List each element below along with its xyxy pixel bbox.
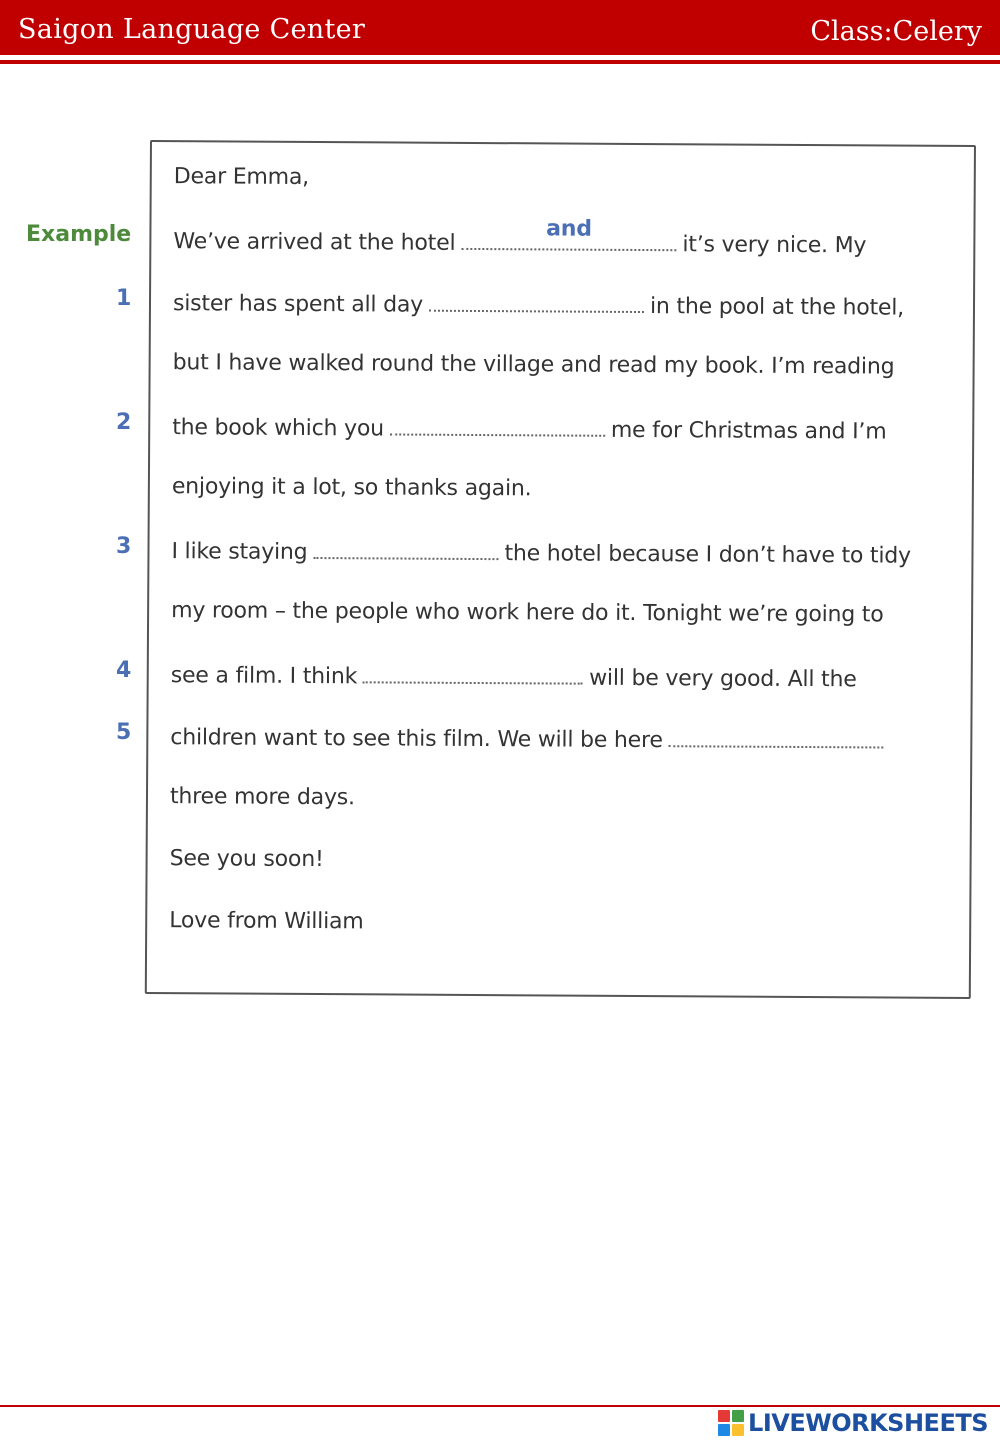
example-answer: and	[546, 216, 592, 242]
question-number-1: 1	[116, 286, 132, 311]
text-segment: the book which you	[172, 415, 384, 442]
logo-square	[732, 1424, 744, 1436]
footer-divider	[0, 1405, 1000, 1407]
liveworksheets-icon	[718, 1410, 744, 1436]
text-segment: will be very good. All the	[589, 665, 857, 693]
letter-line-example	[173, 216, 867, 259]
letter-line-3	[171, 536, 911, 569]
answer-blank-4[interactable]	[363, 661, 583, 684]
letter-line-3c: my room – the people who work here do it. Tonight we’re going to	[171, 598, 884, 628]
text-segment: see a film. I think	[170, 663, 358, 690]
letter-box	[145, 140, 976, 999]
example-blank	[461, 216, 676, 251]
letter-line-2c: enjoying it a lot, so thanks again.	[171, 474, 532, 502]
letter-line-4	[171, 660, 857, 692]
answer-blank-1[interactable]	[429, 290, 644, 313]
text-segment: I like staying	[171, 539, 308, 565]
letter-line-1	[173, 288, 904, 320]
liveworksheets-logo	[718, 1408, 988, 1438]
text-segment: the hotel because I don’t have to tidy	[504, 541, 911, 569]
letter-line-1c: but I have walked round the village and read my book. I’m reading	[172, 350, 895, 380]
answer-blank-3[interactable]	[313, 537, 498, 560]
question-number-3: 3	[116, 534, 132, 559]
text-segment: it’s very nice. My	[682, 232, 867, 259]
letter-line-5c: three more days.	[169, 784, 355, 811]
logo-square	[732, 1410, 744, 1422]
answer-blank-2[interactable]	[390, 413, 605, 436]
text-segment: We’ve arrived at the hotel	[173, 229, 456, 256]
question-number-5: 5	[116, 720, 132, 745]
header-bar	[0, 0, 1000, 55]
text-segment: in the pool at the hotel,	[649, 294, 905, 321]
text-segment: me for Christmas and I’m	[610, 417, 887, 445]
answer-blank-5[interactable]	[669, 725, 884, 748]
liveworksheets-brand: LIVEWORKSHEETS	[748, 1409, 988, 1437]
letter-line-5	[170, 722, 890, 754]
header-divider	[0, 60, 1000, 64]
class-label: Class:Celery	[810, 16, 982, 47]
center-name: Saigon Language Center	[18, 14, 366, 45]
logo-square	[718, 1410, 730, 1422]
letter-closing-1: See you soon!	[169, 846, 324, 873]
question-number-4: 4	[116, 658, 132, 683]
question-number-2: 2	[116, 410, 132, 435]
letter-line-2	[172, 412, 886, 444]
letter-closing-2: Love from William	[169, 908, 364, 935]
example-label: Example	[26, 222, 132, 247]
letter-greeting: Dear Emma,	[173, 164, 310, 190]
logo-square	[718, 1424, 730, 1436]
text-segment: children want to see this film. We will be here	[170, 725, 663, 754]
text-segment: sister has spent all day	[172, 291, 424, 318]
